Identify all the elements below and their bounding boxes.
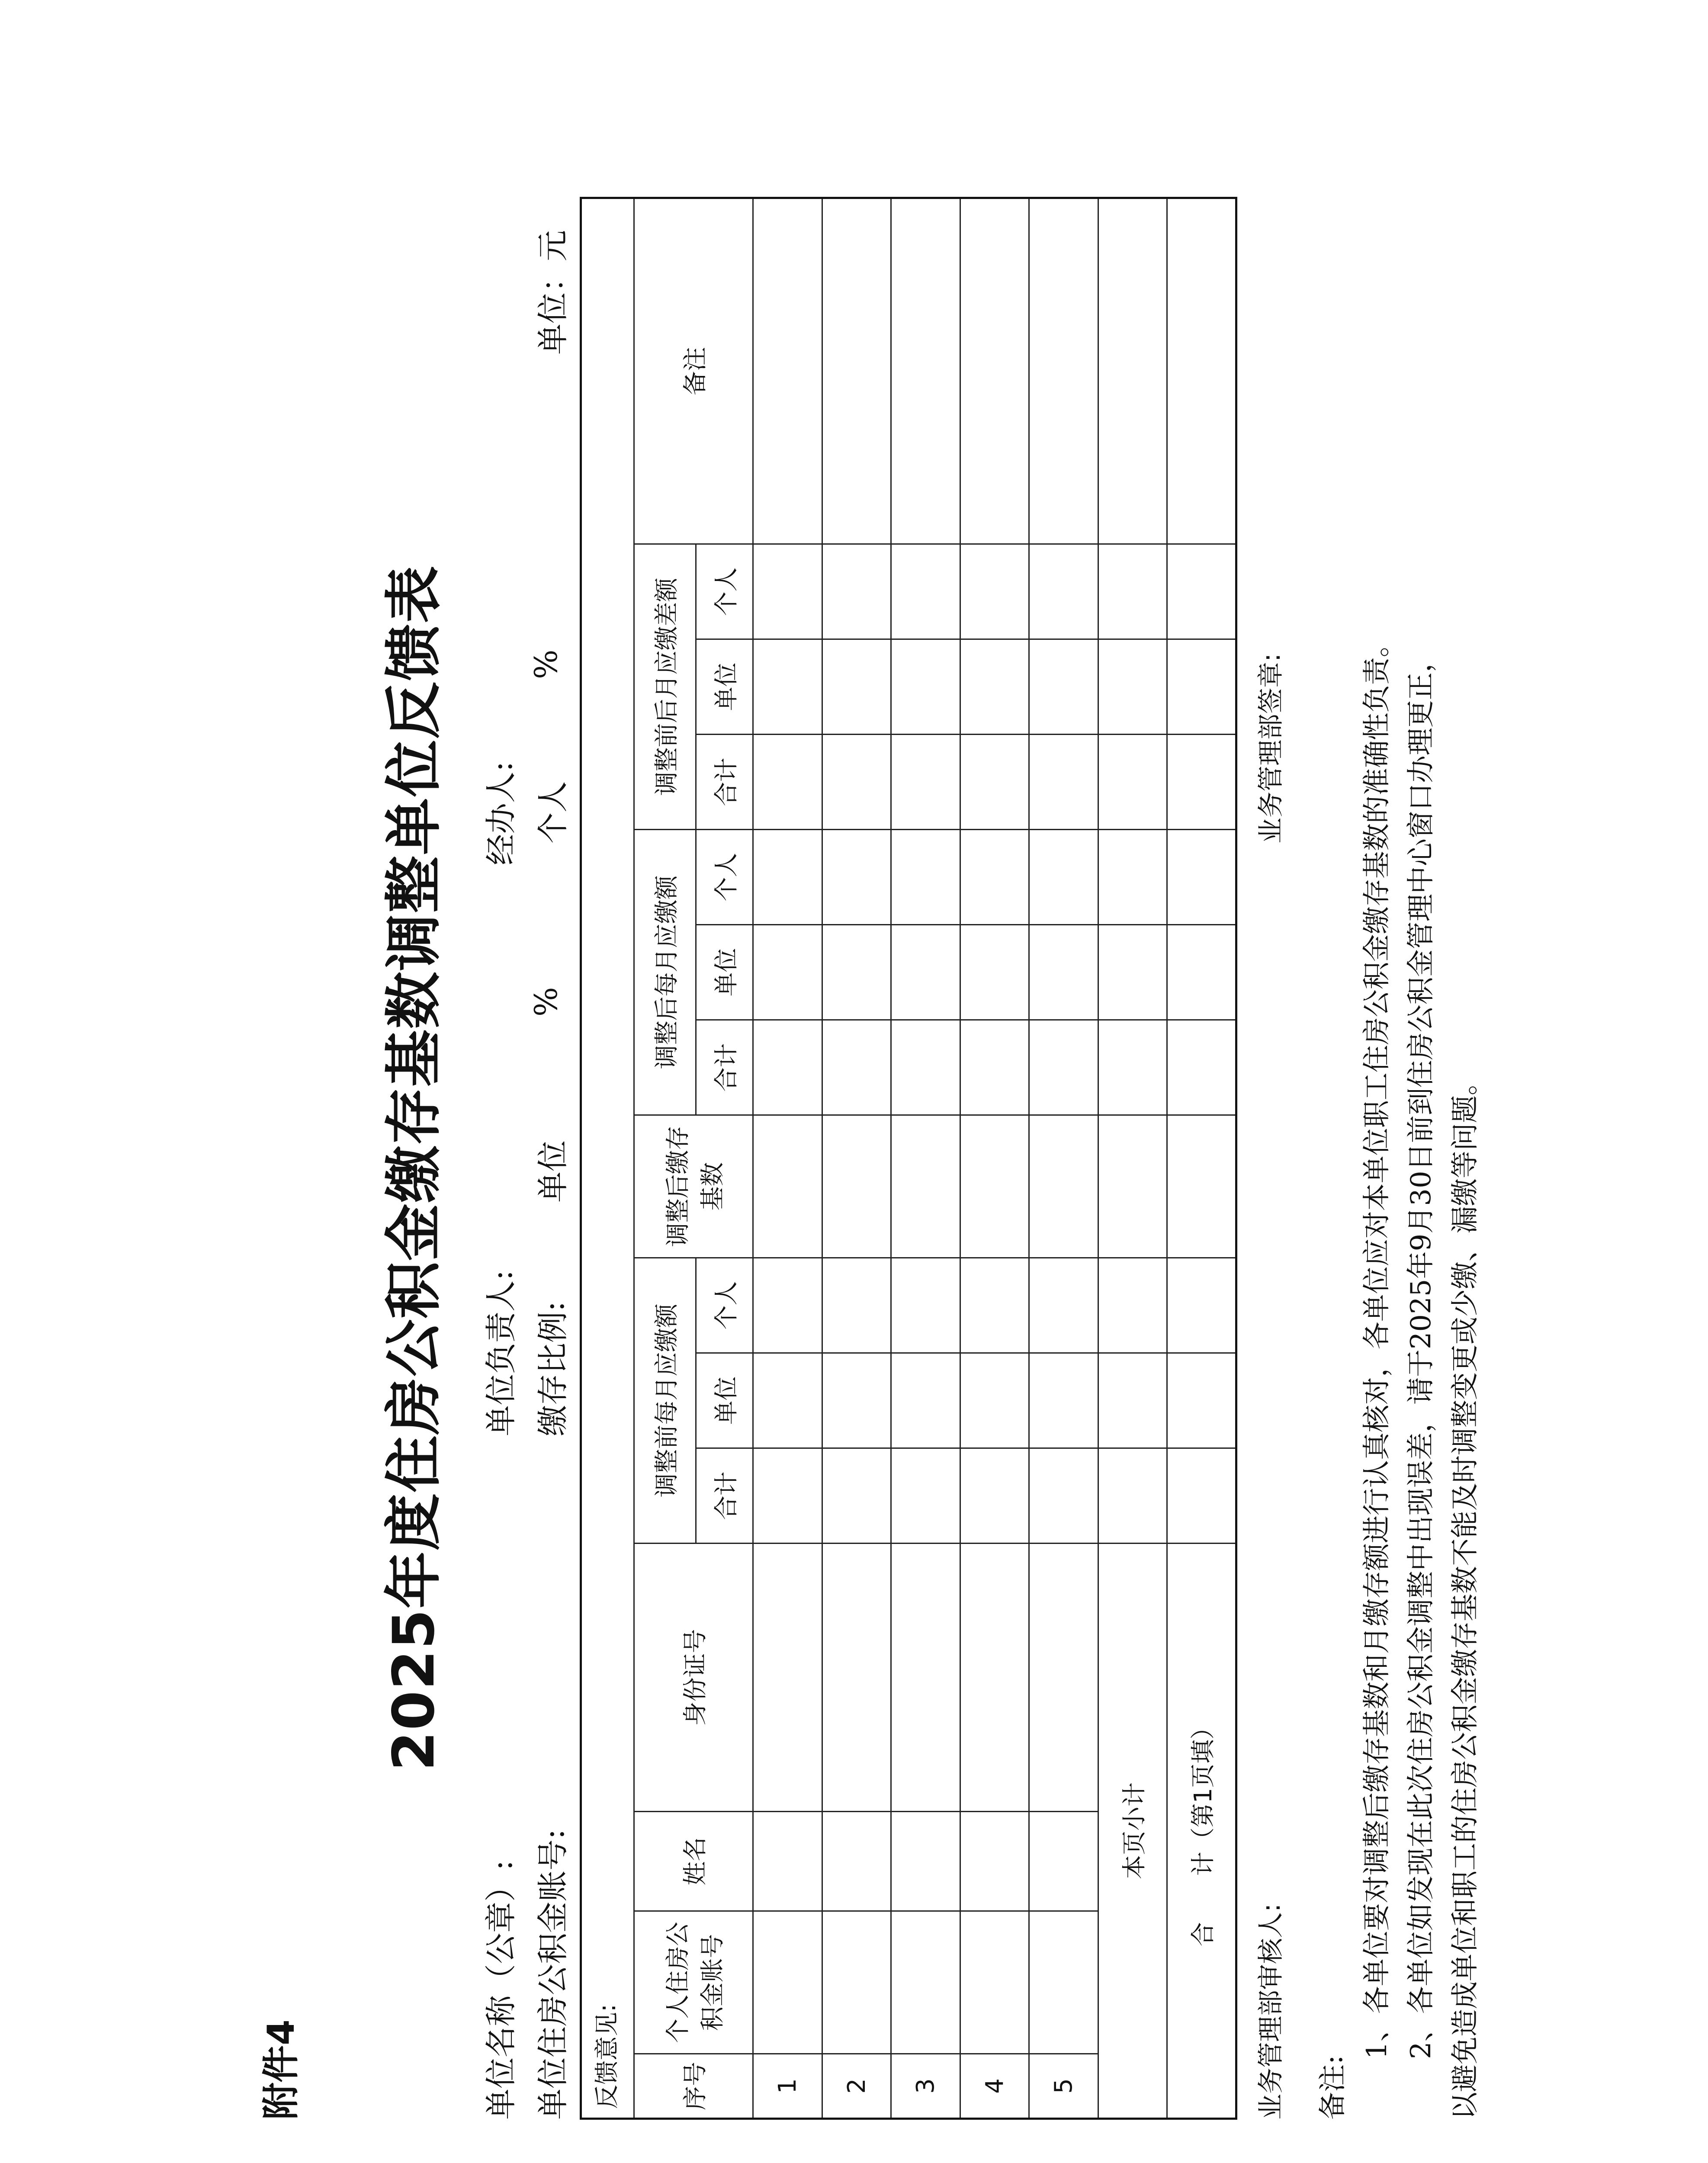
note-item: 1、各单位要对调整后缴存基数和月缴存额进行认真核对，各单位应对本单位职工住房公积金缴存基数的准确性负责。 — [1361, 629, 1393, 2059]
page-subtotal-label: 本页小计 — [1098, 1544, 1167, 2119]
note-item: 2、各单位如发现在此次住房公积金调整中出现误差，请于2025年9月30日前到住房公积金管理中心窗口办理更正， — [1405, 645, 1437, 2059]
reviewer-label: 业务管理部审核人: — [1256, 1903, 1286, 2120]
unit-manager-label: 单位负责人: — [483, 1270, 519, 1436]
after-unit-header: 单位 — [696, 925, 753, 1020]
group-diff-header: 调整前后月应缴差额 — [634, 544, 696, 830]
ratio-unit-percent: % — [528, 987, 564, 1017]
handler-label: 经办人: — [483, 761, 519, 865]
row-seq: 2 — [822, 2054, 891, 2119]
row-seq: 5 — [1029, 2054, 1098, 2119]
ratio-unit: 单位 — [535, 1140, 571, 1203]
grand-total-row — [1167, 198, 1236, 2118]
table-row — [960, 198, 1029, 2118]
feedback-table — [580, 197, 1237, 2120]
grand-total-label — [1167, 1544, 1236, 2119]
notes-heading: 备注: — [1317, 2055, 1349, 2120]
group-after-header: 调整后每月应缴额 — [634, 830, 696, 1115]
col-seq-header: 序号 — [634, 2054, 753, 2119]
seal-label: 业务管理部签章: — [1256, 653, 1286, 844]
diff-total-header: 合计 — [696, 735, 753, 830]
table-row — [753, 198, 822, 2118]
ratio-personal-percent: % — [528, 649, 564, 679]
table-row — [822, 198, 891, 2118]
ratio-personal: 个人 — [535, 781, 571, 844]
before-unit-header: 单位 — [696, 1353, 753, 1448]
attachment-label: 附件4 — [260, 2019, 303, 2120]
page-title: 2025年度住房公积金缴存基数调整单位反馈表 — [381, 565, 447, 1771]
col-name-header: 姓名 — [634, 1812, 753, 1911]
unit-account-label: 单位住房公积金账号: — [535, 1829, 571, 2120]
ratio-label: 缴存比例: — [535, 1301, 571, 1436]
before-personal-header: 个人 — [696, 1258, 753, 1353]
table-row — [891, 198, 960, 2118]
note-item: 以避免造成单位和职工的住房公积金缴存基数不能及时调整变更或少缴、漏缴等问题。 — [1449, 1068, 1481, 2120]
group-before-header: 调整前每月应缴额 — [634, 1258, 696, 1544]
diff-unit-header: 单位 — [696, 639, 753, 735]
page-subtotal-row — [1098, 198, 1167, 2118]
before-total-header: 合计 — [696, 1448, 753, 1544]
unit-name-label: 单位名称（公章）: — [483, 1860, 519, 2120]
rotated-form — [242, 216, 1497, 2120]
row-seq: 1 — [753, 2054, 822, 2119]
grand-total-note: 计（第1页填） — [1189, 1715, 1218, 1876]
row-seq: 3 — [891, 2054, 960, 2119]
grand-total-char: 合 — [1189, 1922, 1218, 1947]
feedback-cell[interactable]: 反馈意见: — [581, 198, 634, 2118]
after-total-header: 合计 — [696, 1020, 753, 1115]
table-row — [1029, 198, 1098, 2118]
diff-personal-header: 个人 — [696, 544, 753, 639]
col-after-base-header: 调整后缴存基数 — [634, 1115, 753, 1258]
currency-label: 单位：元 — [535, 230, 571, 355]
notes-section — [1311, 260, 1487, 2120]
after-personal-header: 个人 — [696, 830, 753, 925]
col-remark-header: 备注 — [634, 198, 753, 544]
row-seq: 4 — [960, 2054, 1029, 2119]
col-account-header: 个人住房公积金账号 — [634, 1911, 753, 2054]
col-id-header: 身份证号 — [634, 1544, 753, 1812]
